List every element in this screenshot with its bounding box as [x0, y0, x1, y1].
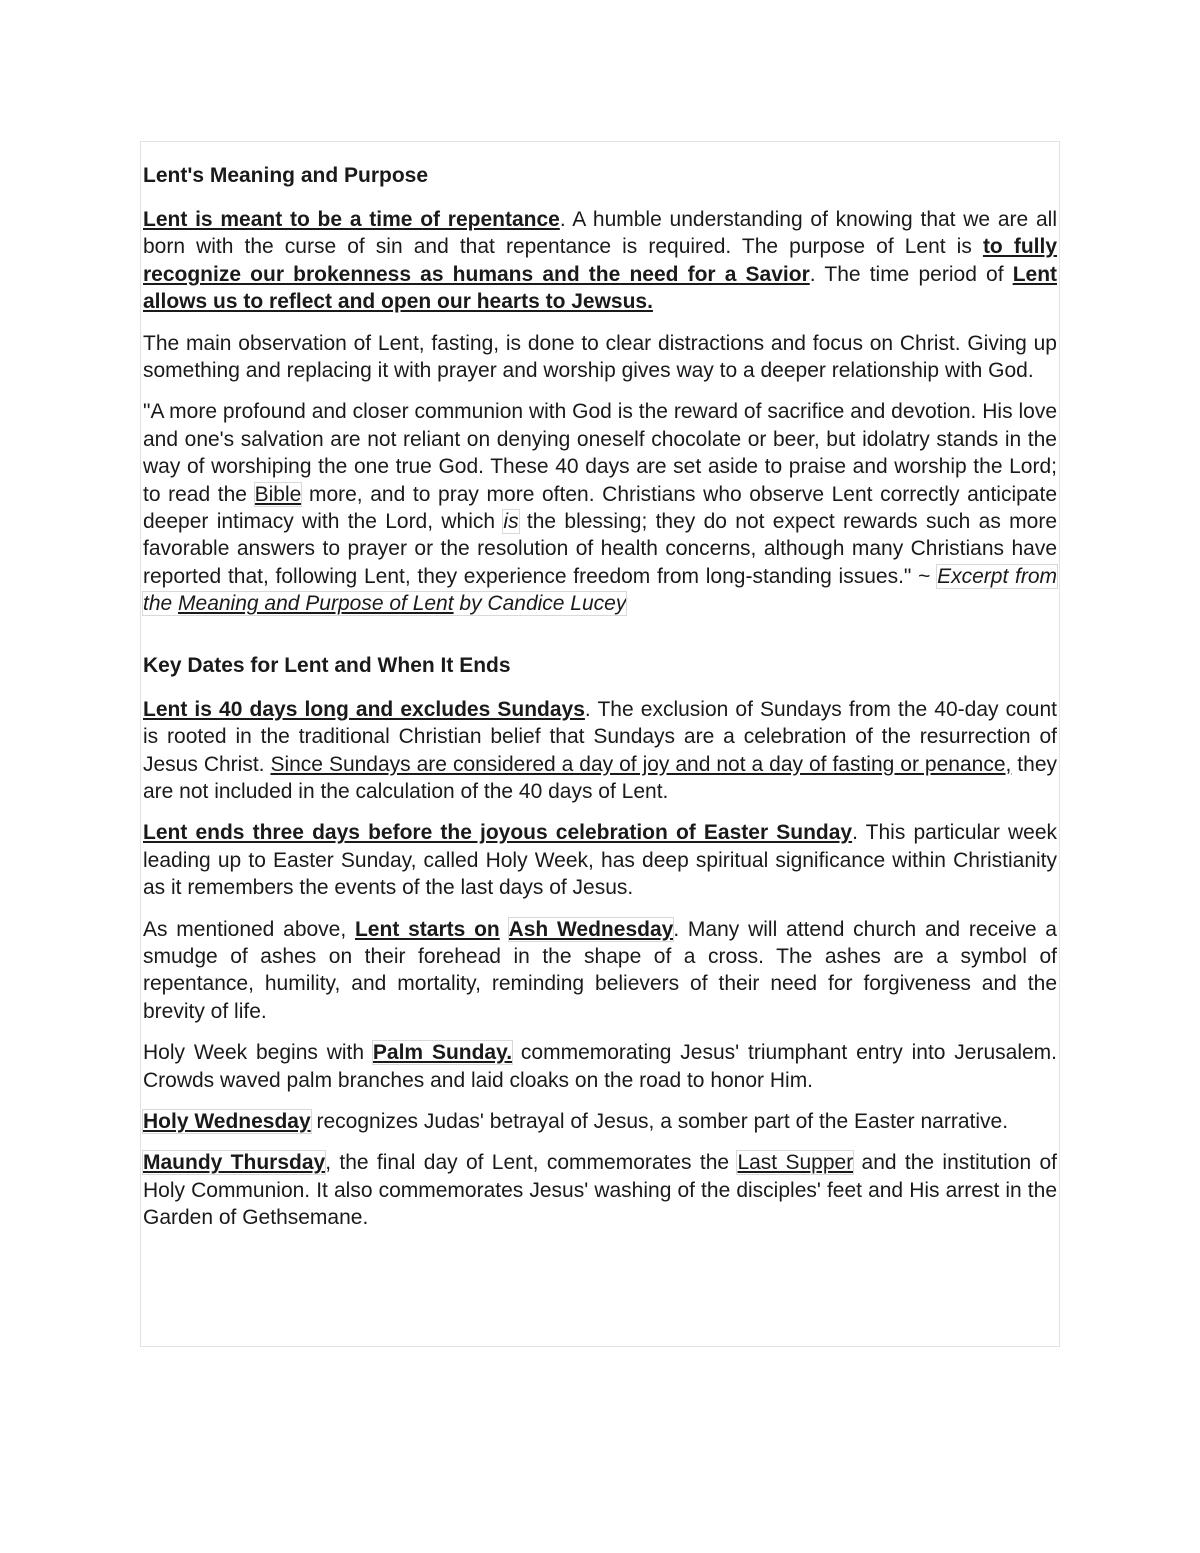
- paragraph-fasting: The main observation of Lent, fasting, is done to clear distractions and focus on Christ. Giving up something and replacing it with prayer and worship gives way to a deeper relationship with God.: [143, 331, 1057, 383]
- emphasis-repentance: Lent is meant to be a time of repentance: [143, 208, 560, 231]
- palm-sunday-link[interactable]: Palm Sunday.: [372, 1041, 513, 1065]
- maundy-thursday-link[interactable]: Maundy Thursday: [143, 1151, 326, 1175]
- bible-link[interactable]: Bible: [254, 482, 302, 506]
- quote-attribution: Excerpt from the Meaning and Purpose of Lent by Candice Lucey: [143, 564, 1058, 616]
- emphasis-reflect: Lent allows us to reflect and open our hearts to Jewsus.: [143, 262, 1058, 314]
- paragraph-palm-sunday: Holy Week begins with Palm Sunday. commemorating Jesus' triumphant entry into Jerusalem. Crowds waved palm branches and laid cloaks on the road to honor Him.: [143, 1041, 1058, 1092]
- source-link[interactable]: Meaning and Purpose of Lent: [178, 592, 454, 616]
- last-supper-link[interactable]: Last Supper: [737, 1151, 854, 1175]
- paragraph-maundy-thursday: Maundy Thursday, the final day of Lent, commemorates the Last Supper and the institution of Holy Communion. It also commemorates Jesus' washing of the disciples' feet and His arrest in the Garden of Gethsemane.: [143, 1151, 1057, 1230]
- paragraph-holy-wednesday: Holy Wednesday recognizes Judas' betrayal of Jesus, a somber part of the Easter narrative.: [143, 1109, 1009, 1133]
- section-heading-meaning: Lent's Meaning and Purpose: [143, 164, 429, 187]
- paragraph-ash-wednesday: As mentioned above, Lent starts on Ash Wednesday. Many will attend church and receive a smudge of ashes on their forehead in the shape of a cross. The ashes are a symbol of repentance, humility, and mortality, reminding believers of their need for forgiveness and the brevity of life.: [143, 917, 1057, 1023]
- emphasis-savior: to fully recognize our brokenness as humans and the need for a Savior: [143, 235, 1058, 286]
- paragraph-repentance: Lent is meant to be a time of repentance. A humble understanding of knowing that we are all born with the curse of sin and that repentance is required. The purpose of Lent is to fully recognize our brokenness as humans and the need for a Savior. The time period of Lent allows us to reflect and open our hearts to Jewsus.: [143, 208, 1058, 314]
- paragraph-lent-ends: Lent ends three days before the joyous celebration of Easter Sunday. This particular week leading up to Easter Sunday, called Holy Week, has deep spiritual significance within Christianity as it remembers the events of the last days of Jesus.: [143, 821, 1057, 900]
- paragraph-40-days: Lent is 40 days long and excludes Sundays. The exclusion of Sundays from the 40-day count is rooted in the traditional Christian belief that Sundays are a celebration of the resurrection of Jesus Christ. Since Sundays are considered a day of joy and not a day of fasting or penance, they are not included in the calculation of the 40 days of Lent.: [143, 697, 1057, 803]
- holy-wednesday-link[interactable]: Holy Wednesday: [143, 1109, 311, 1133]
- document-frame: [140, 141, 1060, 1347]
- section-heading-key-dates: Key Dates for Lent and When It Ends: [143, 653, 511, 677]
- quote-paragraph: "A more profound and closer communion with God is the reward of sacrifice and devotion. His love and one's salvation are not reliant on denying oneself chocolate or beer, but idolatry stands in the way of worshiping the one true God. These 40 days are set aside to praise and worship the Lord; to read the Bible more, and to pray more often. Christians who observe Lent correctly anticipate deeper intimacy with the Lord, which is the blessing; they do not expect rewards such as more favorable answers to prayer or the resolution of health concerns, although many Christians have reported that, following Lent, they experience freedom from long-standing issues." ~ Excerpt from the Meaning and Purpose of Lent by Candice Lucey: [143, 400, 1058, 616]
- ash-wednesday-link[interactable]: Ash Wednesday: [508, 917, 674, 941]
